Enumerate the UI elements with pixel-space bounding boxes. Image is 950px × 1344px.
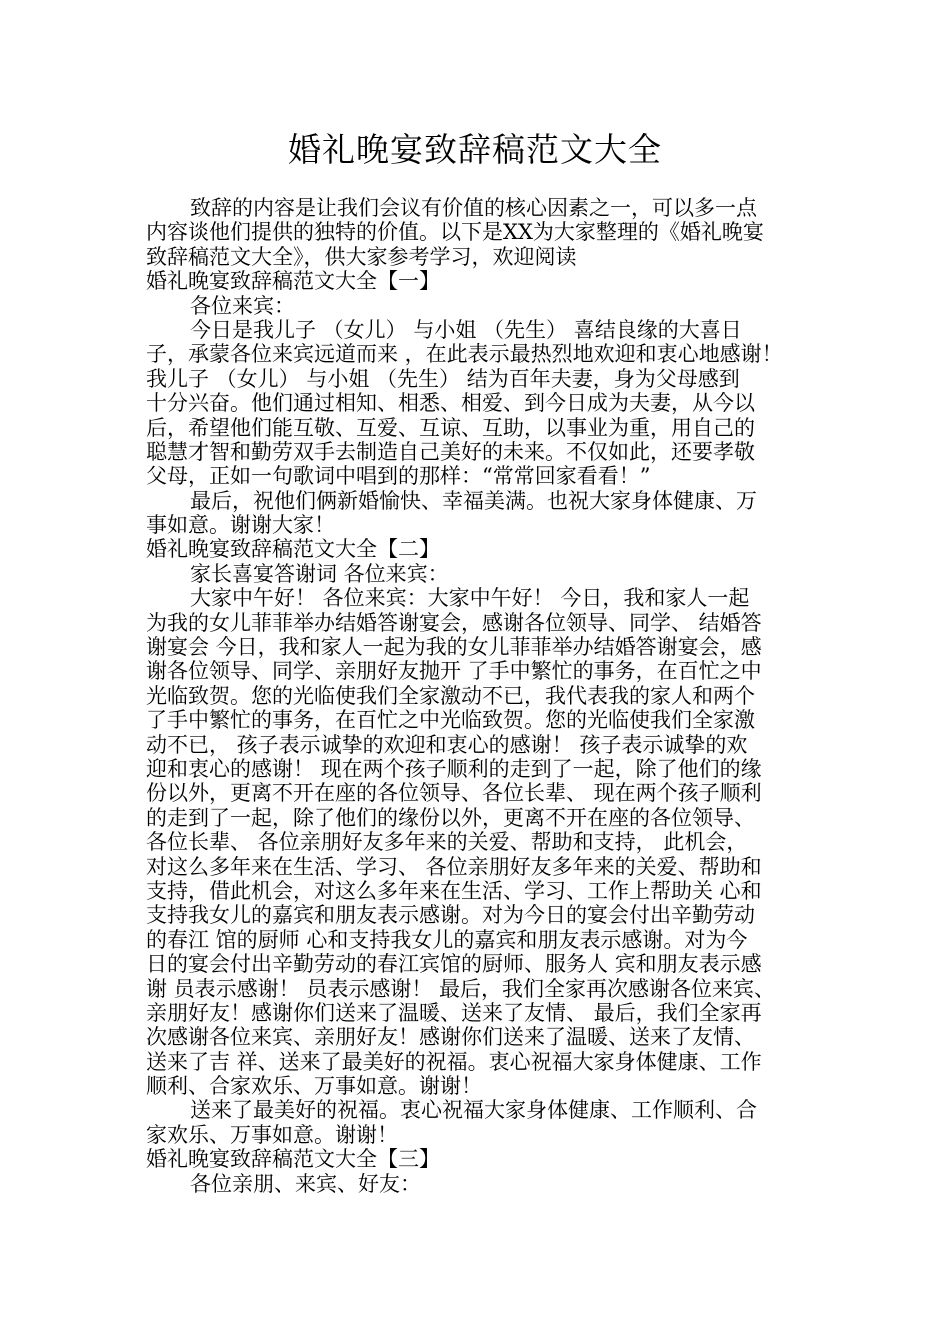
text-line: 日的宴会付出辛勤劳动的春江宾馆的厨师、服务人 宾和朋友表示感 bbox=[146, 952, 762, 977]
text-line: 婚礼晚宴致辞稿范文大全【一】 bbox=[146, 269, 440, 294]
text-line: 谢宴会 今日，我和家人一起为我的女儿菲菲举办结婚答谢宴会，感 bbox=[146, 635, 762, 660]
text-line: 谢各位领导、同学、亲朋好友抛开 了手中繁忙的事务，在百忙之中 bbox=[146, 659, 762, 684]
text-line: 父母，正如一句歌词中唱到的那样：“常常回家看看！” bbox=[146, 464, 651, 489]
document-title: 婚礼晚宴致辞稿范文大全 bbox=[288, 130, 662, 169]
text-line: 的春江 馆的厨师 心和支持我女儿的嘉宾和朋友表示感谢。对为今 bbox=[146, 927, 748, 952]
text-line: 今日是我儿子 （女儿） 与小姐 （先生） 喜结良缘的大喜日 bbox=[190, 317, 742, 342]
text-line: 最后，祝他们俩新婚愉快、幸福美满。也祝大家身体健康、万 bbox=[190, 488, 757, 513]
text-line: 十分兴奋。他们通过相知、相悉、相爱、到今日成为夫妻，从今以 bbox=[146, 391, 755, 416]
text-line: 迎和衷心的感谢！ 现在两个孩子顺利的走到了一起，除了他们的缘 bbox=[146, 756, 762, 781]
text-line: 了手中繁忙的事务，在百忙之中光临致贺。您的光临使我们全家激 bbox=[146, 708, 755, 733]
text-line: 各位长辈、 各位亲朋好友多年来的关爱、帮助和支持， 此机会， bbox=[146, 830, 748, 855]
text-line: 亲朋好友！感谢你们送来了温暖、送来了友情、 最后，我们全家再 bbox=[146, 1000, 762, 1025]
text-line: 内容谈他们提供的独特的价值。以下是XX为大家整理的《婚礼晚宴 bbox=[146, 220, 764, 245]
text-line: 聪慧才智和勤劳双手去制造自己美好的未来。不仅如此，还要孝敬 bbox=[146, 439, 755, 464]
document-body bbox=[146, 196, 808, 1196]
text-line: 我儿子 （女儿） 与小姐 （先生） 结为百年夫妻，身为父母感到 bbox=[146, 366, 740, 391]
text-line: 家长喜宴答谢词 各位来宾： bbox=[190, 561, 449, 586]
text-line: 各位来宾： bbox=[190, 293, 295, 318]
text-line: 份以外，更离不开在座的各位领导、各位长辈、 现在两个孩子顺利 bbox=[146, 781, 762, 806]
text-line: 婚礼晚宴致辞稿范文大全【三】 bbox=[146, 1147, 440, 1172]
text-line: 致辞稿范文大全》，供大家参考学习，欢迎阅读 bbox=[146, 244, 577, 269]
text-line: 顺利、合家欢乐、万事如意。谢谢！ bbox=[146, 1074, 482, 1099]
text-line: 次感谢各位来宾、亲朋好友！感谢你们送来了温暖、送来了友情、 bbox=[146, 1025, 755, 1050]
text-line: 大家中午好！ 各位来宾：大家中午好！ 今日，我和家人一起 bbox=[190, 586, 750, 611]
text-line: 后，希望他们能互敬、互爱、互谅、互助，以事业为重，用自己的 bbox=[146, 415, 755, 440]
text-line: 事如意。谢谢大家！ bbox=[146, 513, 335, 538]
text-line: 送来了吉 祥、送来了最美好的祝福。衷心祝福大家身体健康、工作 bbox=[146, 1049, 762, 1074]
text-line: 光临致贺。您的光临使我们全家激动不已，我代表我的家人和两个 bbox=[146, 683, 755, 708]
text-line: 家欢乐、万事如意。谢谢！ bbox=[146, 1122, 398, 1147]
text-line: 支持，借此机会，对这么多年来在生活、学习、工作上帮助关 心和 bbox=[146, 878, 762, 903]
text-line: 的走到了一起，除了他们的缘份以外，更离不开在座的各位领导、 bbox=[146, 805, 755, 830]
text-line: 婚礼晚宴致辞稿范文大全【二】 bbox=[146, 537, 440, 562]
text-line: 送来了最美好的祝福。衷心祝福大家身体健康、工作顺利、合 bbox=[190, 1098, 757, 1123]
text-line: 对这么多年来在生活、学习、 各位亲朋好友多年来的关爱、帮助和 bbox=[146, 854, 762, 879]
text-line: 致辞的内容是让我们会议有价值的核心因素之一，可以多一点 bbox=[190, 196, 757, 220]
text-line: 动不已， 孩子表示诚挚的欢迎和衷心的感谢！ 孩子表示诚挚的欢 bbox=[146, 732, 748, 757]
text-line: 谢 员表示感谢！ 员表示感谢！ 最后，我们全家再次感谢各位来宾、 bbox=[146, 976, 776, 1001]
text-line: 支持我女儿的嘉宾和朋友表示感谢。对为今日的宴会付出辛勤劳动 bbox=[146, 903, 755, 928]
text-line: 为我的女儿菲菲举办结婚答谢宴会，感谢各位领导、同学、 结婚答 bbox=[146, 610, 762, 635]
text-line: 各位亲朋、来宾、好友： bbox=[190, 1171, 421, 1196]
text-line: 子，承蒙各位来宾远道而来 ，在此表示最热烈地欢迎和衷心地感谢！ bbox=[146, 342, 783, 367]
